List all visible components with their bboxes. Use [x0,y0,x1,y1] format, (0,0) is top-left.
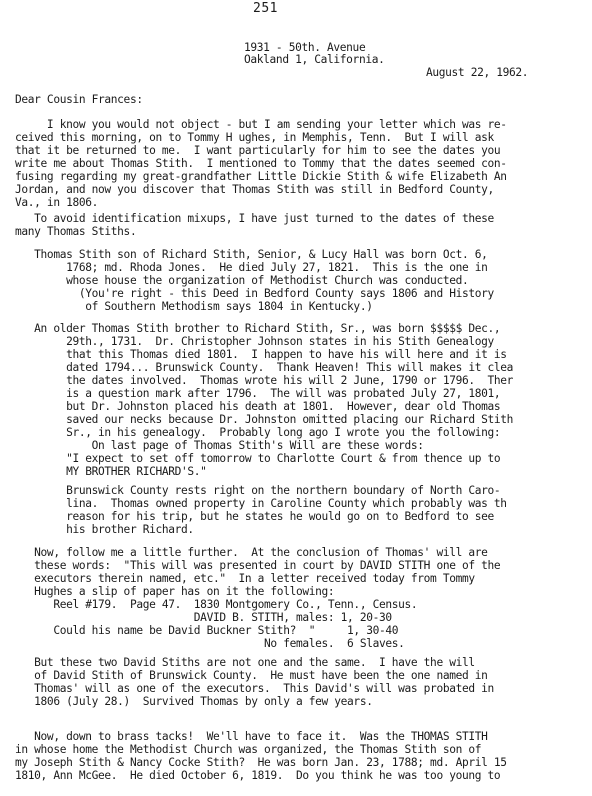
body-line-p5: Brunswick County rests right on the northern boundary of North Caro- [15,484,501,497]
letter-date: August 22, 1962. [426,66,529,79]
page-number: 251 [253,1,278,16]
body-line-p4: An older Thomas Stith brother to Richard Stith, Sr., was born $$$$$ Dec., [15,322,501,335]
body-line-p3: Thomas Stith son of Richard Stith, Senior, & Lucy Hall was born Oct. 6, [15,248,488,261]
body-line-p3: whose house the organization of Methodist Church was conducted. [15,274,469,287]
body-line-p7: of David Stith of Brunswick County. He must have been the one named in [15,669,488,682]
body-line-p8: my Joseph Stith & Nancy Cocke Stith? He was born Jan. 23, 1788; md. April 15 [15,756,507,769]
body-line-p6: DAVID B. STITH, males: 1, 20-30 [15,611,392,624]
body-line-p2: many Thomas Stiths. [15,225,137,238]
body-line-p4: On last page of Thomas Stith's Will are these words: [15,439,424,452]
body-line-p5: lina. Thomas owned property in Caroline County which probably was th [15,497,507,510]
body-line-p6: executors therein named, etc." In a letter received today from Tommy [15,572,475,585]
body-line-p8: 1810, Ann McGee. He died October 6, 1819. Do you think he was too young to [15,769,501,782]
body-line-p8: Now, down to brass tacks! We'll have to face it. Was the THOMAS STITH [15,730,488,743]
return-address-street: 1931 - 50th. Avenue [244,41,366,54]
body-line-p4: 29th., 1731. Dr. Christopher Johnson states in his Stith Genealogy [15,335,494,348]
salutation: Dear Cousin Frances: [15,93,143,106]
body-line-p1: fusing regarding my great-grandfather Little Dickie Stith & wife Elizabeth An [15,170,507,183]
body-line-p2: To avoid identification mixups, I have just turned to the dates of these [15,212,494,225]
body-line-p4: dated 1794... Brunswick County. Thank Heaven! This will makes it clea [15,361,514,374]
body-line-p1: ceived this morning, on to Tommy H ughes, in Memphis, Tenn. But I will ask [15,131,494,144]
body-line-p4: that this Thomas died 1801. I happen to have his will here and it is [15,348,507,361]
body-line-p7: Thomas' will as one of the executors. This David's will was probated in [15,682,494,695]
body-line-p3: 1768; md. Rhoda Jones. He died July 27, 1821. This is the one in [15,261,488,274]
body-line-p4: "I expect to set off tomorrow to Charlotte Court & from thence up to [15,452,501,465]
body-line-p4: saved our necks because Dr. Johnston omitted placing our Richard Stith [15,413,514,426]
body-line-p6: Reel #179. Page 47. 1830 Montgomery Co., Tenn., Census. [15,598,418,611]
body-line-p4: but Dr. Johnston placed his death at 1801. However, dear old Thomas [15,400,501,413]
body-line-p4: Sr., in his genealogy. Probably long ago I wrote you the following: [15,426,501,439]
body-line-p5: his brother Richard. [15,523,194,536]
body-line-p6: Hughes a slip of paper has on it the following: [15,585,335,598]
body-line-p6: these words: "This will was presented in court by DAVID STITH one of the [15,559,501,572]
body-line-p1: Va., in 1806. [15,196,99,209]
body-line-p6: Now, follow me a little further. At the conclusion of Thomas' will are [15,546,488,559]
body-line-p5: reason for his trip, but he states he would go on to Bedford to see [15,510,494,523]
body-line-p4: MY BROTHER RICHARD'S." [15,465,207,478]
body-line-p1: Jordan, and now you discover that Thomas Stith was still in Bedford County, [15,183,494,196]
return-address-city: Oakland 1, California. [244,53,385,66]
body-line-p6: No females. 6 Slaves. [15,637,405,650]
body-line-p4: the dates involved. Thomas wrote his will 2 June, 1790 or 1796. Ther [15,374,514,387]
body-line-p3: of Southern Methodism says 1804 in Kentucky.) [15,300,373,313]
body-line-p7: But these two David Stiths are not one and the same. I have the will [15,656,475,669]
body-line-p6: Could his name be David Buckner Stith? " 1, 30-40 [15,624,399,637]
body-line-p8: in whose home the Methodist Church was organized, the Thomas Stith son of [15,743,482,756]
body-line-p4: is a question mark after 1796. The will was probated July 27, 1801, [15,387,501,400]
body-line-p7: 1806 (July 28.) Survived Thomas by only a few years. [15,695,373,708]
body-line-p3: (You're right - this Deed in Bedford County says 1806 and History [15,287,494,300]
body-line-p1: I know you would not object - but I am sending your letter which was re- [15,118,507,131]
body-line-p1: write me about Thomas Stith. I mentioned to Tommy that the dates seemed con- [15,157,507,170]
body-line-p1: that it be returned to me. I want particularly for him to see the dates you [15,144,501,157]
